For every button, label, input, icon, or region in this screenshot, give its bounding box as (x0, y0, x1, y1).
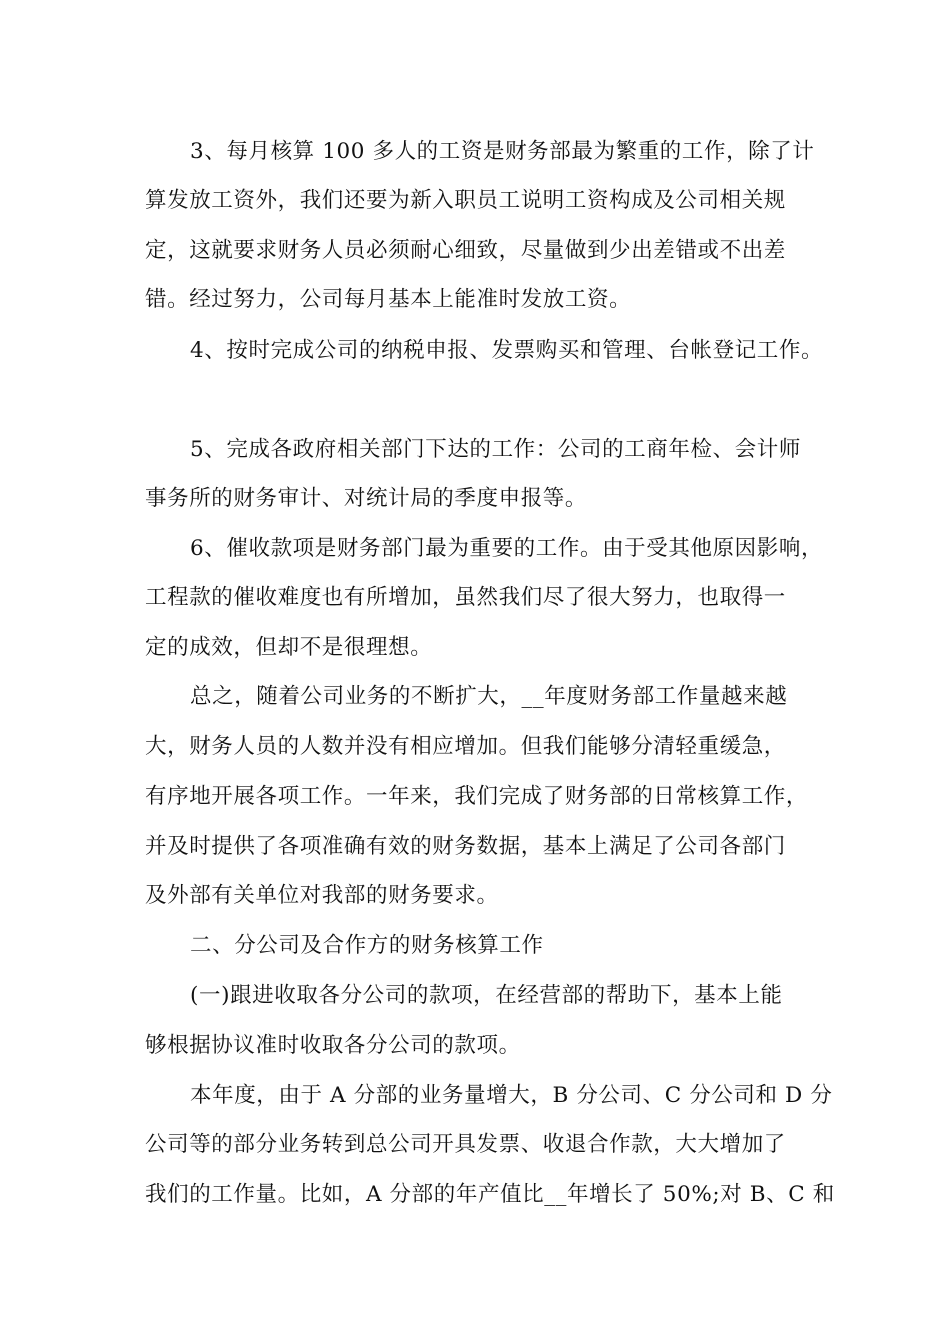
summary-line-3: 有序地开展各项工作。一年来，我们完成了财务部的日常核算工作， (145, 784, 809, 809)
summary-line-1: 总之，随着公司业务的不断扩大，__年度财务部工作量越来越 (190, 684, 788, 709)
paragraph-6-line-3: 定的成效，但却不是很理想。 (145, 635, 433, 660)
summary-line-2: 大，财务人员的人数并没有相应增加。但我们能够分清轻重缓急， (145, 734, 786, 759)
paragraph-5-line-2: 事务所的财务审计、对统计局的季度申报等。 (145, 486, 588, 511)
paragraph-5-line-1: 5、完成各政府相关部门下达的工作：公司的工商年检、会计师 (190, 437, 801, 462)
summary-line-5: 及外部有关单位对我部的财务要求。 (145, 883, 499, 908)
subsection-1-line-2: 够根据协议准时收取各分公司的款项。 (145, 1033, 521, 1058)
paragraph-3-line-3: 定，这就要求财务人员必须耐心细致，尽量做到少出差错或不出差 (145, 238, 786, 263)
paragraph-6-line-2: 工程款的催收难度也有所增加，虽然我们尽了很大努力，也取得一 (145, 585, 786, 610)
annual-paragraph-line-3: 我们的工作量。比如，A 分部的年产值比__年增长了 50%;对 B、C 和 (145, 1182, 835, 1207)
section-heading-2: 二、分公司及合作方的财务核算工作 (190, 933, 544, 958)
subsection-1-line-1: (一)跟进收取各分公司的款项，在经营部的帮助下，基本上能 (190, 983, 783, 1008)
paragraph-3-line-2: 算发放工资外，我们还要为新入职员工说明工资构成及公司相关规 (145, 188, 786, 213)
annual-paragraph-line-1: 本年度，由于 A 分部的业务量增大，B 分公司、C 分公司和 D 分 (190, 1083, 833, 1108)
paragraph-6-line-1: 6、催收款项是财务部门最为重要的工作。由于受其他原因影响， (190, 536, 824, 561)
paragraph-3-line-4: 错。经过努力，公司每月基本上能准时发放工资。 (145, 287, 632, 312)
annual-paragraph-line-2: 公司等的部分业务转到总公司开具发票、收退合作款，大大增加了 (145, 1132, 786, 1157)
paragraph-4-line-1: 4、按时完成公司的纳税申报、发票购买和管理、台帐登记工作。 (190, 338, 824, 363)
summary-line-4: 并及时提供了各项准确有效的财务数据，基本上满足了公司各部门 (145, 834, 786, 859)
paragraph-3-line-1: 3、每月核算 100 多人的工资是财务部最为繁重的工作，除了计 (190, 139, 815, 164)
